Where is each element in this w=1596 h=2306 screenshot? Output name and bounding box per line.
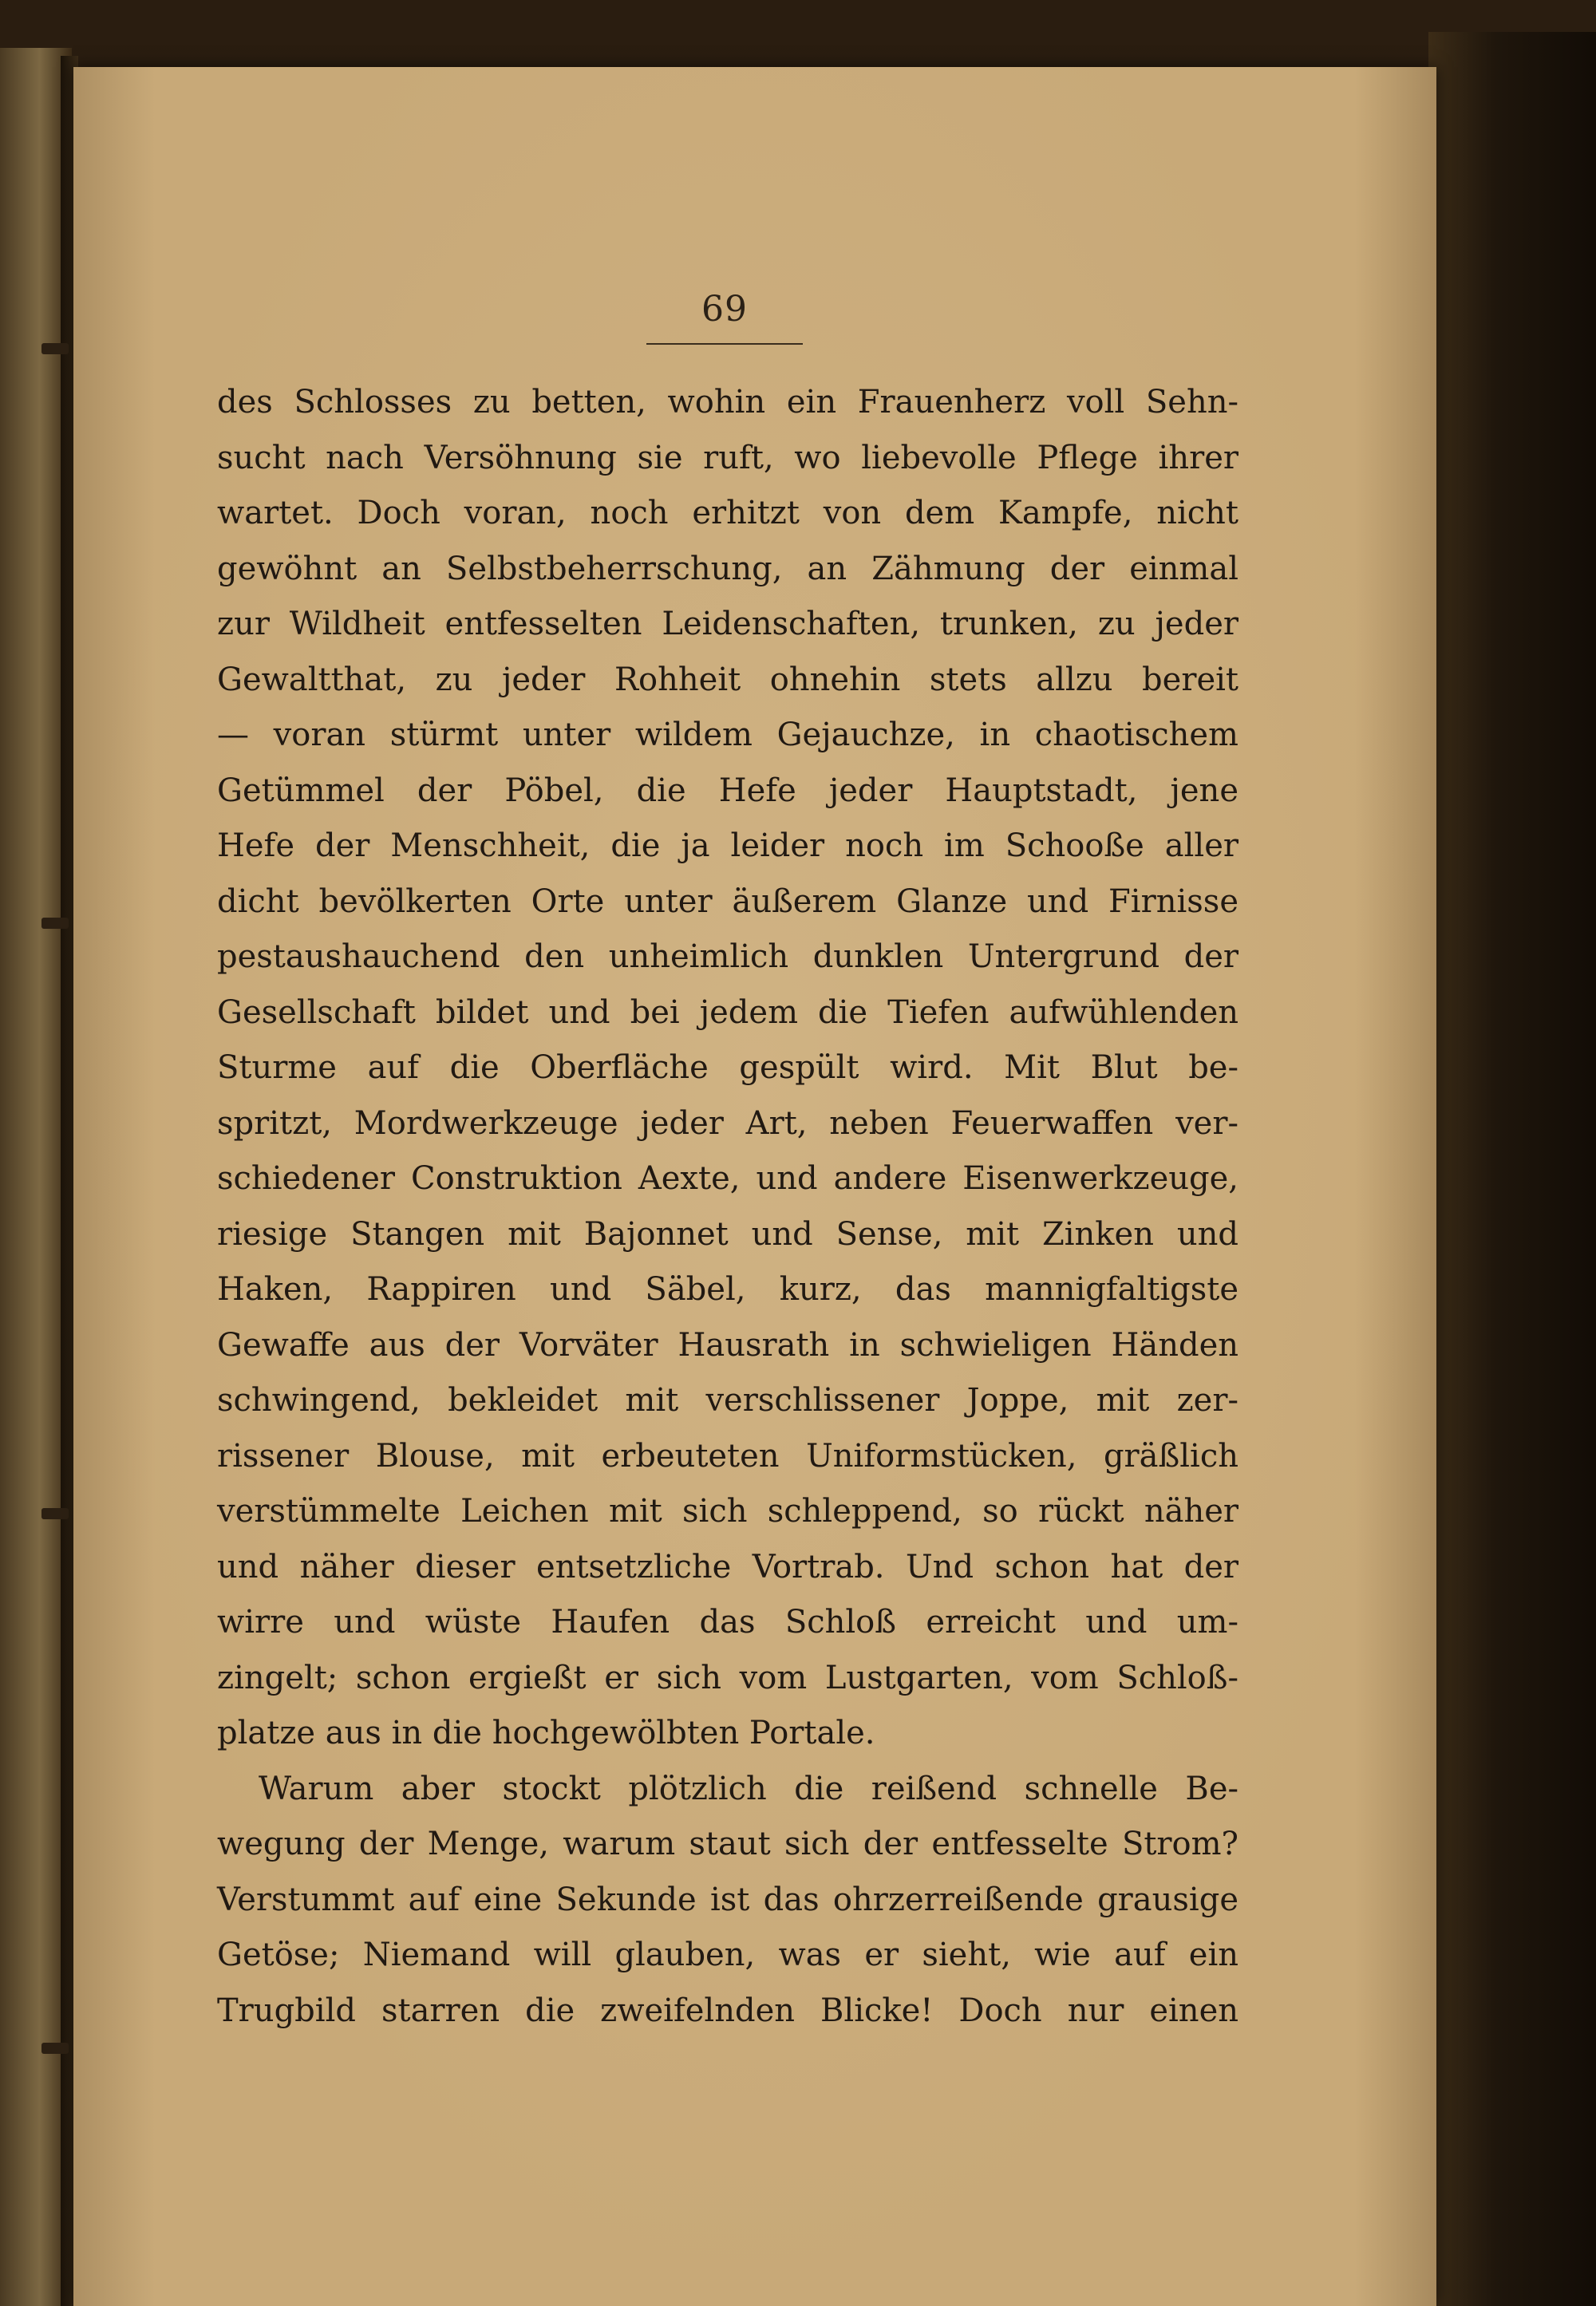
- page-number: 69: [701, 289, 748, 330]
- paragraph: [217, 1762, 1238, 2039]
- text-line: verstümmelte Leichen mit sich schleppend, so rückt näher: [217, 1493, 1238, 1530]
- text-line: — voran stürmt unter wildem Gejauchze, in chaotischem: [217, 717, 1238, 753]
- text-line: pestaushauchend den unheimlich dunklen Untergrund der: [217, 938, 1238, 975]
- text-line: wartet. Doch voran, noch erhitzt von dem Kampfe, nicht: [217, 495, 1238, 531]
- text-line: rissener Blouse, mit erbeuteten Uniformstücken, gräßlich: [217, 1437, 1238, 1475]
- text-line: Warum aber stockt plötzlich die reißend schnelle Be-: [259, 1770, 1238, 1807]
- text-line: Sturme auf die Oberfläche gespült wird. Mit Blut be-: [217, 1049, 1238, 1086]
- binding-thread-mark: [41, 1508, 69, 1519]
- text-line: Gesellschaft bildet und bei jedem die Tiefen aufwühlenden: [217, 993, 1238, 1031]
- text-line: Hefe der Menschheit, die ja leider noch im Schooße aller: [217, 827, 1238, 864]
- text-line: Gewaffe aus der Vorväter Hausrath in schwieligen Händen: [217, 1326, 1238, 1364]
- binding-thread-mark: [41, 2043, 69, 2054]
- body-text: [217, 375, 1238, 2039]
- text-line: zur Wildheit entfesselten Leidenschaften, trunken, zu jeder: [217, 606, 1238, 642]
- paragraph: [217, 375, 1238, 1762]
- text-line: schwingend, bekleidet mit verschlissener Joppe, mit zer-: [217, 1382, 1238, 1419]
- text-line: Haken, Rappiren und Säbel, kurz, das mannigfaltigste: [217, 1271, 1238, 1308]
- text-line: spritzt, Mordwerkzeuge jeder Art, neben Feuerwaffen ver-: [217, 1104, 1238, 1142]
- page-number-rule: [646, 343, 803, 345]
- text-line: Trugbild starren die zweifelnden Blicke! Doch nur einen: [217, 1992, 1238, 2029]
- text-line: zingelt; schon ergießt er sich vom Lustgarten, vom Schloß-: [217, 1659, 1238, 1696]
- text-line: riesige Stangen mit Bajonnet und Sense, mit Zinken und: [217, 1215, 1238, 1253]
- text-line: Verstummt auf eine Sekunde ist das ohrzerreißende grausige: [217, 1881, 1238, 1918]
- text-line: platze aus in die hochgewölbten Portale.: [217, 1715, 875, 1751]
- text-line: Getöse; Niemand will glauben, was er sieht, wie auf ein: [217, 1937, 1238, 1973]
- text-line: Gewaltthat, zu jeder Rohheit ohnehin stets allzu bereit: [217, 661, 1238, 698]
- binding-thread-mark: [41, 918, 69, 929]
- text-line: und näher dieser entsetzliche Vortrab. Und schon hat der: [217, 1548, 1238, 1585]
- text-line: wegung der Menge, warum staut sich der entfesselte Strom?: [217, 1826, 1238, 1862]
- text-line: des Schlosses zu betten, wohin ein Frauenherz voll Sehn-: [217, 384, 1238, 421]
- text-line: schiedener Construktion Aexte, und andere Eisenwerkzeuge,: [217, 1160, 1238, 1197]
- text-line: wirre und wüste Haufen das Schloß erreicht und um-: [217, 1604, 1238, 1641]
- text-line: sucht nach Versöhnung sie ruft, wo liebevolle Pflege ihrer: [217, 439, 1238, 476]
- text-line: Getümmel der Pöbel, die Hefe jeder Hauptstadt, jene: [217, 772, 1238, 809]
- book-cover-edge: [1428, 32, 1596, 2306]
- text-line: gewöhnt an Selbstbeherrschung, an Zähmung der einmal: [217, 550, 1238, 587]
- text-line: dicht bevölkerten Orte unter äußerem Glanze und Firnisse: [217, 883, 1238, 920]
- binding-thread-mark: [41, 343, 69, 354]
